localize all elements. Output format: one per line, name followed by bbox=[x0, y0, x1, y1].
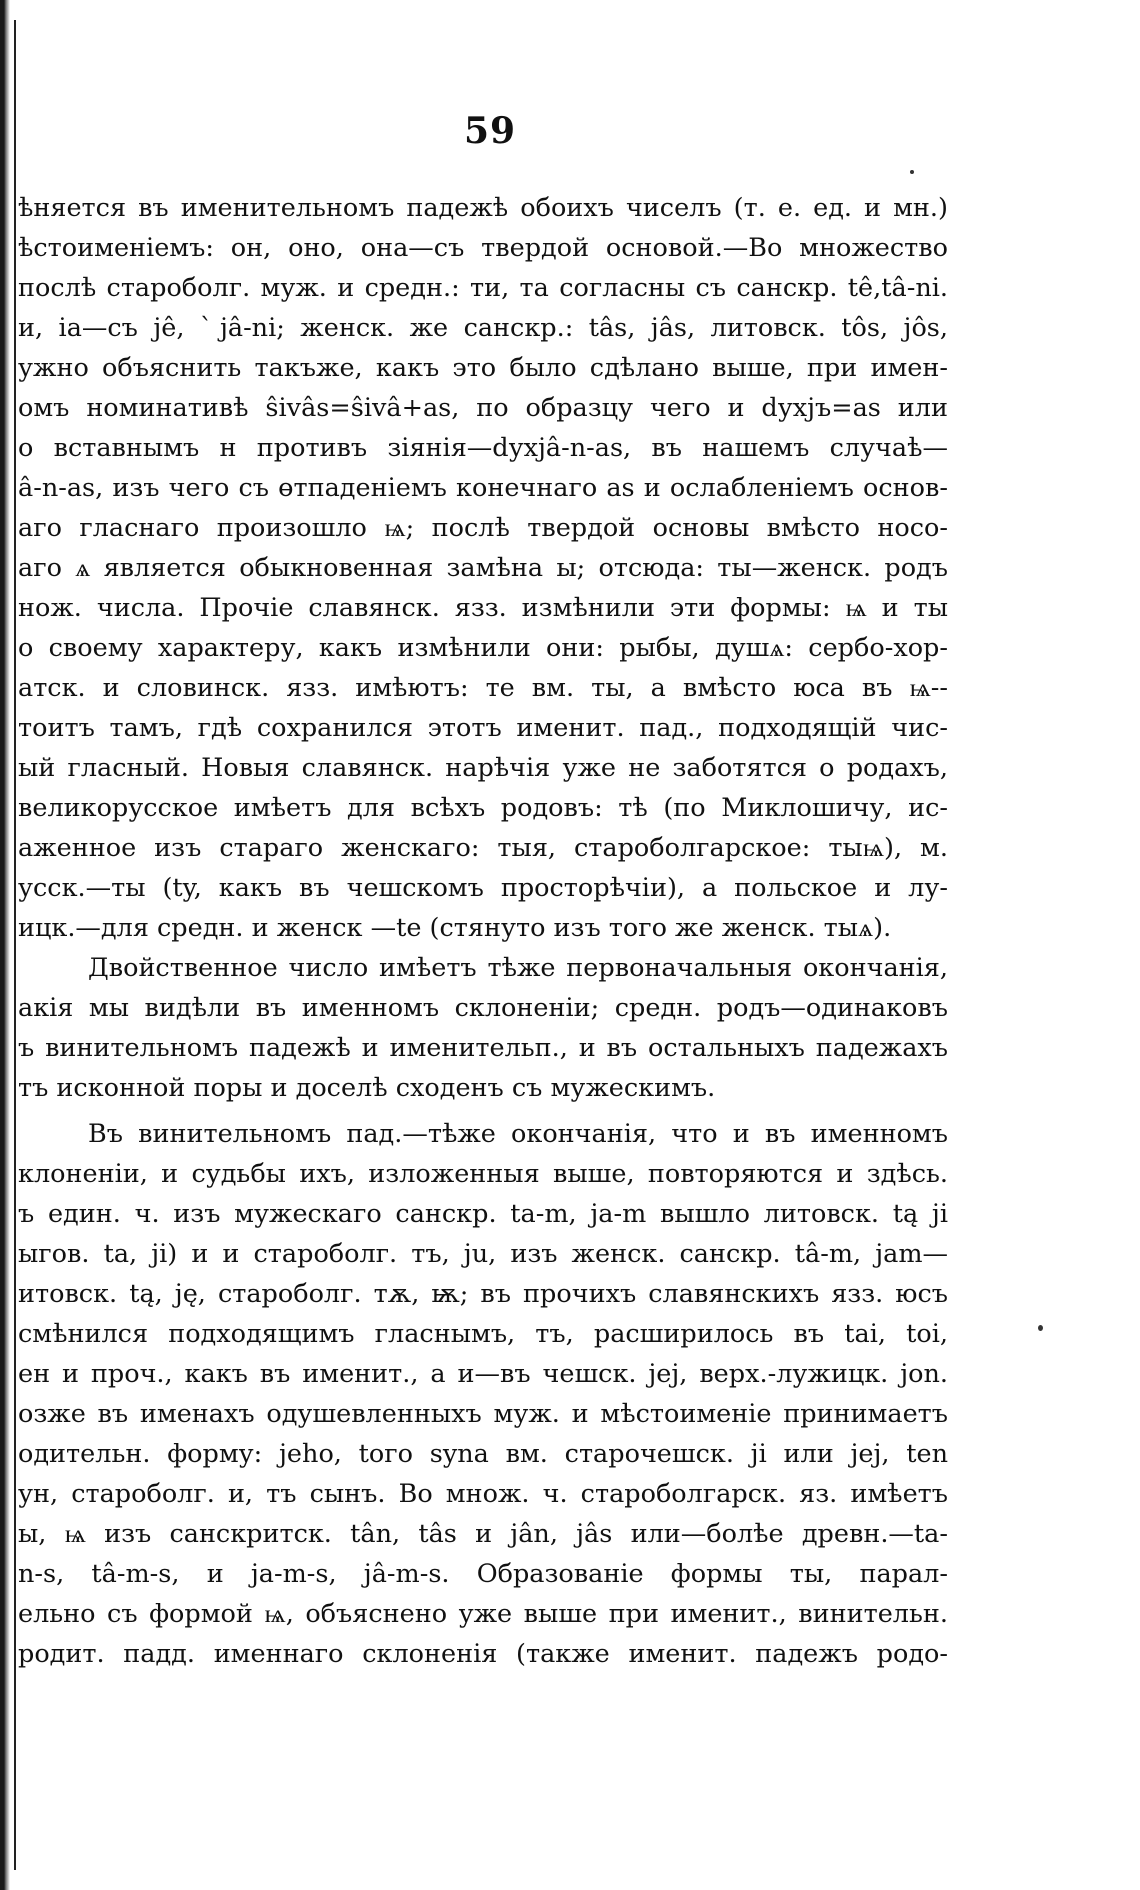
text-line: аго гласнаго произошло ѩ; послѣ твердой основы вмѣсто носо- bbox=[18, 513, 948, 543]
text-line: ъ винительномъ падежѣ и именительп., и въ остальныхъ падежахъ bbox=[18, 1033, 948, 1063]
text-line: усск.—ты (ty, какъ въ чешскомъ просторѣчіи), а польское и лу- bbox=[18, 873, 948, 903]
text-line: ыгов. ta, ji) и и староболг. тъ, ju, изъ женск. санскр. tâ-m, jam— bbox=[18, 1239, 948, 1269]
paragraph-first-line: Двойственное число имѣетъ тѣже первоначальныя окончанія, bbox=[88, 953, 948, 983]
text-line: â-n-as, изъ чего съ өтпаденіемъ конечнаго as и ослабленіемъ основ- bbox=[18, 473, 948, 503]
text-line: ѣстоименіемъ: он, оно, она—съ твердой основой.—Во множество bbox=[18, 233, 948, 263]
text-line: и, ia—съ jê, ˋjâ-ni; женск. же санскр.: tâs, jâs, литовск. tôs, jôs, bbox=[18, 313, 948, 343]
text-line: ун, староболг. и, тъ сынъ. Во множ. ч. староболгарск. яз. имѣетъ bbox=[18, 1479, 948, 1509]
text-line: одительн. форму: jeho, tого syna вм. старочешск. ji или jej, ten bbox=[18, 1439, 948, 1469]
text-line: омъ номинативѣ ŝivâs=ŝivâ+as, по образцу чего и dухjъ=as или bbox=[18, 393, 948, 423]
text-line: ицк.—для средн. и женск —te (стянуто изъ того же женск. тыѧ). bbox=[18, 913, 892, 943]
text-line: ый гласный. Новыя славянск. нарѣчія уже не заботятся о родахъ, bbox=[18, 753, 948, 783]
page-gutter-line bbox=[14, 20, 16, 1870]
text-line: нож. числа. Прочіе славянск. язз. измѣнили эти формы: ѩ и ты bbox=[18, 593, 948, 623]
text-line: послѣ староболг. муж. и средн.: ти, та согласны съ санскр. tê,tâ-ni. bbox=[18, 273, 948, 303]
text-line: n-s, tâ-m-s, и ja-m-s, jâ-m-s. Образованіе формы ты, парал- bbox=[18, 1559, 948, 1589]
text-line: ен и проч., какъ въ именит., а и—въ чешск. jej, верх.-лужицк. jon. bbox=[18, 1359, 948, 1389]
text-line: атск. и словинск. язз. имѣютъ: те вм. ты, а вмѣсто юса въ ѩ-- bbox=[18, 673, 948, 703]
text-line: ъ един. ч. изъ мужескаго санскр. ta-m, ja-m вышло литовск. tą ji bbox=[18, 1199, 948, 1229]
body-text bbox=[18, 188, 948, 1674]
text-line: смѣнился подходящимъ гласнымъ, тъ, расширилось въ tai, toi, bbox=[18, 1319, 948, 1349]
text-line: озже въ именахъ одушевленныхъ муж. и мѣстоименіе принимаетъ bbox=[18, 1399, 948, 1429]
text-line: родит. падд. именнаго склоненія (также именит. падежъ родо- bbox=[18, 1639, 948, 1669]
ink-speck bbox=[1038, 1325, 1043, 1331]
text-line: ѣняется въ именительномъ падежѣ обоихъ чиселъ (т. е. ед. и мн.) bbox=[18, 193, 948, 223]
text-line: итовск. tą, ję, староболг. тѫ, ѭ; въ прочихъ славянскихъ язз. юсъ bbox=[18, 1279, 948, 1309]
text-line: ы, ѩ изъ санскритск. tân, tâs и jân, jâs или—болѣе древн.—ta- bbox=[18, 1519, 948, 1549]
text-line: акія мы видѣли въ именномъ склоненіи; средн. родъ—одинаковъ bbox=[18, 993, 948, 1023]
text-line: о своему характеру, какъ измѣнили они: рыбы, душѧ: сербо-хор- bbox=[18, 633, 948, 663]
text-line: тъ исконной поры и доселѣ сходенъ съ мужескимъ. bbox=[18, 1073, 716, 1103]
paragraph-first-line: Въ винительномъ пад.—тѣже окончанія, что и въ именномъ bbox=[88, 1119, 948, 1149]
text-line: о вставнымъ н противъ зіянія—dухjâ-n-as, въ нашемъ случаѣ— bbox=[18, 433, 948, 463]
text-line: тоитъ тамъ, гдѣ сохранился этотъ именит. пад., подходящій чис- bbox=[18, 713, 948, 743]
text-line: ельно съ формой ѩ, объяснено уже выше при именит., винительн. bbox=[18, 1599, 948, 1629]
text-line: аженное изъ стараго женскаго: тыя, староболгарское: тыѩ), м. bbox=[18, 833, 948, 863]
text-line: великорусское имѣетъ для всѣхъ родовъ: тѣ (по Миклошичу, ис- bbox=[18, 793, 948, 823]
text-line: клоненіи, и судьбы ихъ, изложенныя выше, повторяются и здѣсь. bbox=[18, 1159, 948, 1189]
ink-speck bbox=[910, 170, 914, 174]
text-line: аго ѧ является обыкновенная замѣна ы; отсюда: ты—женск. родъ bbox=[18, 553, 948, 583]
text-line: ужно объяснить такъже, какъ это было сдѣлано выше, при имен- bbox=[18, 353, 948, 383]
page-number: 59 bbox=[463, 110, 517, 152]
page-binding-edge bbox=[0, 0, 10, 1890]
